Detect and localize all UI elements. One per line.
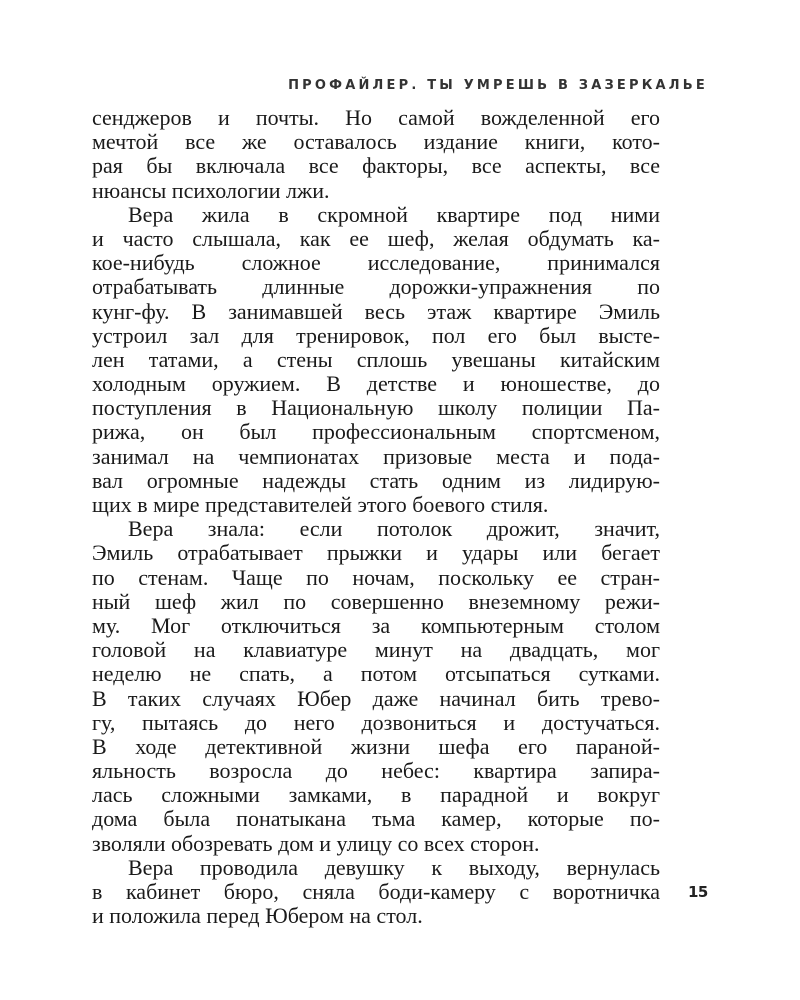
text-line: дома была понатыкана тьма камер, которые по-: [92, 806, 660, 832]
page-number: 15: [688, 883, 708, 901]
text-line: неделю не спать, а потом отсыпаться сутками.: [92, 661, 660, 687]
text-line: Вера знала: если потолок дрожит, значит,: [128, 516, 660, 542]
text-line: ный шеф жил по совершенно внеземному режи-: [92, 588, 660, 614]
text-line: В ходе детективной жизни шефа его параной-: [92, 733, 660, 759]
text-line: холодным оружием. В детстве и юношестве, до: [92, 371, 660, 397]
running-header: ПРОФАЙЛЕР. ТЫ УМРЕШЬ В ЗАЗЕРКАЛЬЕ: [288, 78, 708, 93]
paragraph: [92, 856, 660, 929]
text-line: и часто слышала, как ее шеф, желая обдумать ка-: [92, 225, 660, 251]
text-line: лен татами, а стены сплошь увешаны китайским: [92, 346, 660, 372]
text-line: Вера жила в скромной квартире под ними: [128, 201, 660, 227]
text-line: кое-нибудь сложное исследование, принимался: [92, 250, 660, 276]
text-line: в кабинет бюро, сняла боди-камеру с воротничка: [92, 879, 660, 904]
text-line: лась сложными замками, в парадной и вокруг: [92, 782, 660, 808]
text-line: мечтой все же оставалось издание книги, кото-: [92, 129, 660, 155]
text-line: му. Мог отключиться за компьютерным столом: [92, 612, 660, 638]
paragraph: [92, 203, 660, 517]
text-line: нюансы психологии лжи.: [92, 177, 330, 203]
text-line: поступления в Национальную школу полиции Па-: [92, 395, 660, 421]
text-line: Эмиль отрабатывает прыжки и удары или бегает: [92, 540, 660, 566]
text-line: сенджеров и почты. Но самой вожделенной его: [92, 105, 660, 130]
text-line: и положила перед Юбером на стол.: [92, 903, 423, 929]
text-line: зволяли обозревать дом и улицу со всех сторон.: [92, 830, 540, 856]
text-line: рая бы включала все факторы, все аспекты, все: [92, 153, 660, 179]
text-line: гу, пытаясь до него дозвониться и достучаться.: [92, 709, 660, 735]
text-line: устроил зал для тренировок, пол его был выстe-: [92, 322, 660, 348]
text-line: щих в мире представителей этого боевого стиля.: [92, 492, 549, 517]
text-line: яльность возросла до небес: квартира запира-: [92, 758, 660, 784]
text-line: кунг-фу. В занимавшей весь этаж квартире Эмиль: [92, 298, 660, 324]
text-line: вал огромные надежды стать одним из лидирую-: [92, 467, 660, 493]
text-line: Вера проводила девушку к выходу, вернулась: [128, 854, 660, 880]
text-line: отрабатывать длинные дорожки-упражнения по: [92, 274, 660, 300]
text-line: занимал на чемпионатах призовые места и пода-: [92, 443, 660, 469]
text-line: рижа, он был профессиональным спортсменом,: [92, 419, 660, 445]
text-line: В таких случаях Юбер даже начинал бить трево-: [92, 685, 660, 711]
page-body: [92, 106, 660, 928]
text-line: головой на клавиатуре минут на двадцать, мог: [92, 637, 660, 663]
paragraph: [92, 517, 660, 856]
text-line: по стенам. Чаще по ночам, поскольку ее стран-: [92, 564, 660, 590]
paragraph: [92, 106, 660, 203]
